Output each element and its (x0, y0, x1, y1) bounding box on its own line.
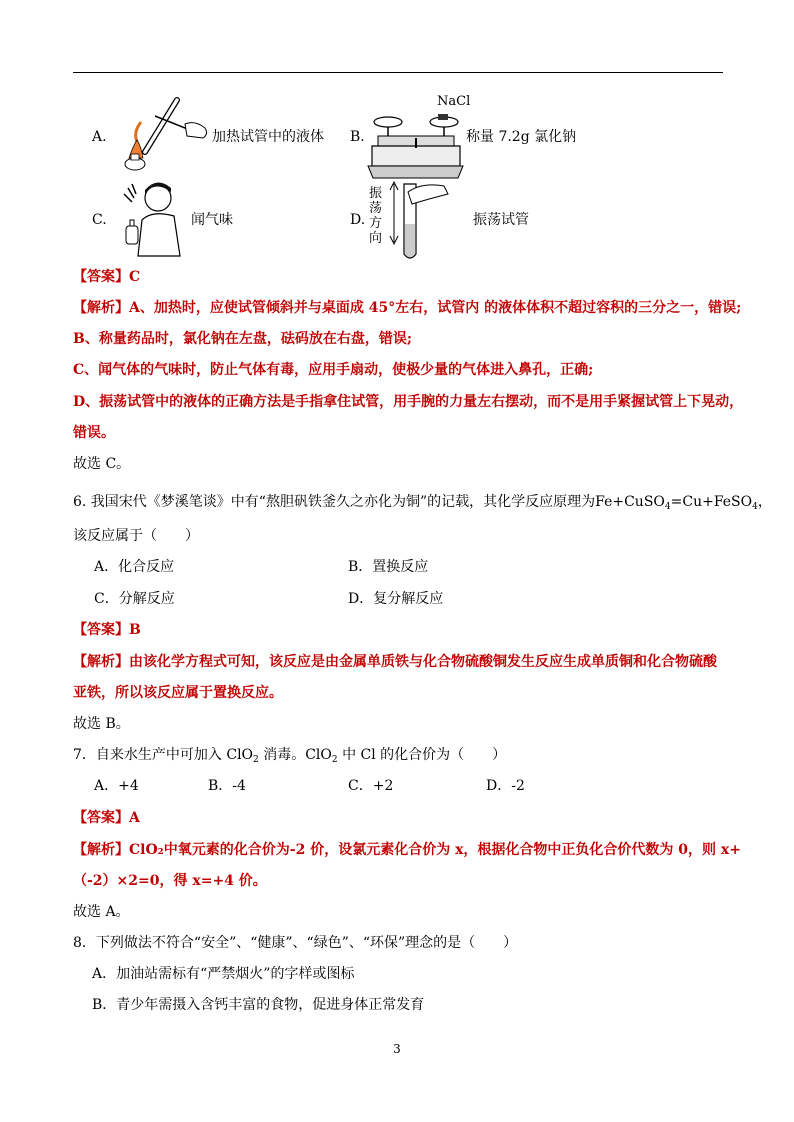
q5-analysis-line-4: D、振荡试管中的液体的正确方法是手指拿住试管，用手腕的力量左右摆动，而不是用手紧握试管上下晃动， (73, 394, 744, 410)
q7-answer-line: 【答案】A (73, 810, 140, 826)
q6-analysis-line-2: 亚铁，所以该反应属于置换反应。 (73, 685, 283, 701)
shaking-test-tube-illustration (384, 178, 464, 264)
q5-analysis-line-2: B、称量药品时，氯化钠在左盘，砝码放在右盘，错误; (73, 331, 412, 347)
option-d-text: 振荡试管 (473, 212, 529, 228)
q6-option-b: B．置换反应 (348, 559, 429, 575)
q5-conclusion: 故选 C。 (73, 456, 131, 472)
q6-option-d: D．复分解反应 (348, 591, 444, 607)
q7-option-b: B．-4 (208, 778, 246, 794)
q5-answer: C (129, 269, 141, 285)
option-c-letter: C. (92, 212, 107, 228)
option-d-arrow-label: 振荡方向 (369, 186, 383, 246)
option-c-text: 闻气味 (191, 212, 233, 228)
q7-option-a: A．+4 (94, 778, 139, 794)
option-a-letter: A. (92, 129, 107, 145)
q6-conclusion: 故选 B。 (73, 716, 130, 732)
q8-option-b: B．青少年需摄入含钙丰富的食物，促进身体正常发育 (92, 997, 425, 1013)
q6-equation: Fe+CuSO$_4$=Cu+FeSO$_4$， (595, 494, 772, 512)
option-d-letter: D. (350, 212, 366, 228)
heating-test-tube-illustration (115, 92, 215, 174)
q5-analysis-tag: 【解析】 (73, 300, 129, 316)
q7-conclusion: 故选 A。 (73, 904, 130, 920)
q8-option-a: A．加油站需标有“严禁烟火”的字样或图标 (92, 966, 355, 982)
q7-option-c: C．+2 (348, 778, 394, 794)
q7-stem: 7．自来水生产中可加入 ClO$_2$ 消毒。ClO$_2$ 中 Cl 的化合价为（ ） (73, 747, 507, 765)
q6-stem-line-2: 该反应属于（ ） (73, 528, 199, 544)
q6-stem-line-1: 6. 我国宋代《梦溪笔谈》中有“熬胆矾铁釜久之亦化为铜”的记载，其化学反应原理为Fe+CuSO$_4$=Cu+FeSO$_4$， (73, 494, 772, 512)
option-b-text: 称量 7.2g 氯化钠 (466, 129, 577, 145)
q6-answer: B (129, 622, 141, 638)
header-rule (73, 72, 723, 73)
q6-analysis-line-1: 【解析】由该化学方程式可知，该反应是由金属单质铁与化合物硫酸铜发生反应生成单质铜和化合物硫酸 (73, 654, 717, 670)
q7-analysis-line-1: 【解析】ClO₂中氧元素的化合价为-2 价，设氯元素化合价为 x，根据化合物中正负化合价代数为 0，则 x+ (73, 842, 741, 858)
option-a-text: 加热试管中的液体 (212, 129, 324, 145)
q6-answer-line: 【答案】B (73, 622, 141, 638)
q7-analysis-line-2: （-2）×2=0，得 x=+4 价。 (73, 873, 267, 889)
q6-option-a: A．化合反应 (94, 559, 175, 575)
q7-answer: A (129, 810, 140, 826)
q6-option-c: C．分解反应 (94, 591, 175, 607)
balance-scale-illustration (368, 108, 463, 180)
q5-answer-line (73, 267, 140, 287)
q5-analysis-line-5: 错误。 (73, 425, 115, 441)
q5-answer-tag: 【答案】 (73, 269, 129, 285)
q8-stem: 8．下列做法不符合“安全”、“健康”、“绿色”、“环保”理念的是（ ） (73, 935, 518, 951)
q5-analysis-line-1: 【解析】A、加热时，应使试管倾斜并与桌面成 45°左右，试管内 的液体体积不超过容积的三分之一，错误; (73, 300, 742, 316)
option-b-letter: B. (350, 129, 365, 145)
q5-analysis-line-3: C、闻气体的气味时，防止气体有毒，应用手扇动，使极少量的气体进入鼻孔，正确; (73, 362, 594, 378)
smelling-gas-illustration (112, 180, 192, 260)
option-b-reagent: NaCl (437, 94, 471, 109)
q7-option-d: D．-2 (486, 778, 525, 794)
page-number: 3 (393, 1042, 401, 1056)
